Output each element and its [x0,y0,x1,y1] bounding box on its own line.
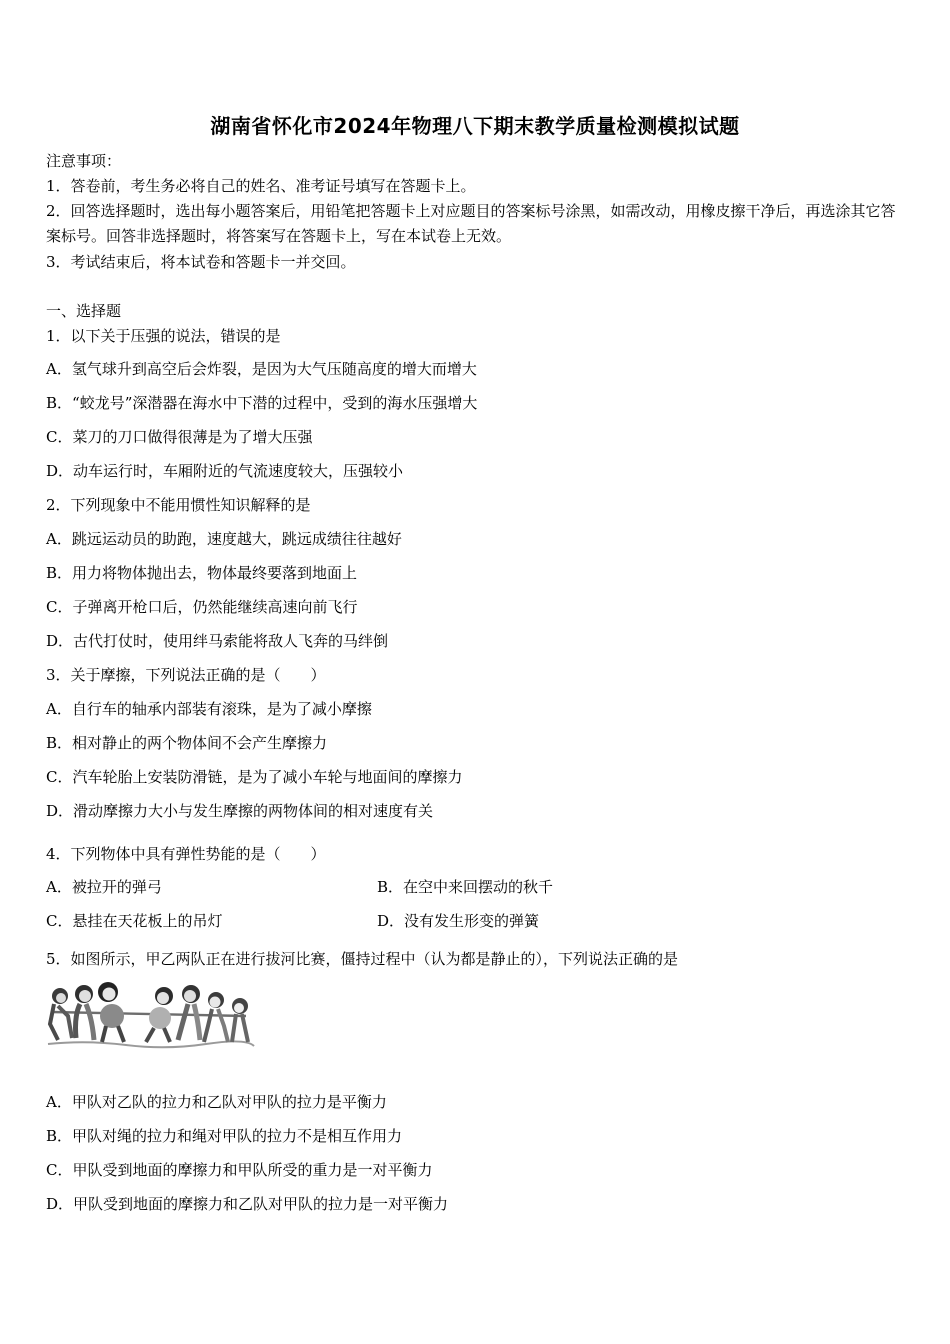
notice-item-2: 2．回答选择题时，选出每小题答案后，用铅笔把答题卡上对应题目的答案标号涂黑，如需改动，用橡皮擦干净后，再选涂其它答案标号。回答非选择题时，将答案写在答题卡上，写在本试卷上无效。 [46,202,896,245]
question-3-stem: 3．关于摩擦，下列说法正确的是（ ） [46,666,326,684]
question-1-option-a: A．氢气球升到高空后会炸裂，是因为大气压随高度的增大而增大 [46,360,477,378]
question-5-option-b: B．甲队对绳的拉力和绳对甲队的拉力不是相互作用力 [46,1127,403,1145]
question-3-option-c: C．汽车轮胎上安装防滑链，是为了减小车轮与地面间的摩擦力 [46,768,463,786]
question-1-option-b: B．“蛟龙号”深潜器在海水中下潜的过程中，受到的海水压强增大 [46,394,478,412]
question-2-option-b: B．用力将物体抛出去，物体最终要落到地面上 [46,564,358,582]
question-3-option-d: D．滑动摩擦力大小与发生摩擦的两物体间的相对速度有关 [46,802,434,820]
question-4-option-a: A．被拉开的弹弓 [46,878,162,896]
question-5-option-d: D．甲队受到地面的摩擦力和乙队对甲队的拉力是一对平衡力 [46,1195,449,1213]
question-4-stem: 4．下列物体中具有弹性势能的是（ ） [46,845,326,863]
document-title: 湖南省怀化市2024年物理八下期末教学质量检测模拟试题 [210,114,740,138]
notice-item-1: 1．答卷前，考生务必将自己的姓名、准考证号填写在答题卡上。 [46,177,476,195]
question-5-option-c: C．甲队受到地面的摩擦力和甲队所受的重力是一对平衡力 [46,1161,433,1179]
notice-heading: 注意事项： [46,152,122,170]
question-4-option-b: B．在空中来回摆动的秋千 [377,878,554,896]
question-2-option-d: D．古代打仗时，使用绊马索能将敌人飞奔的马绊倒 [46,632,389,650]
question-3-option-b: B．相对静止的两个物体间不会产生摩擦力 [46,734,328,752]
question-5-stem: 5．如图所示，甲乙两队正在进行拔河比赛，僵持过程中（认为都是静止的），下列说法正确的是 [46,950,679,968]
tug-of-war-illustration [46,982,256,1054]
question-3-option-a: A．自行车的轴承内部装有滚珠，是为了减小摩擦 [46,700,372,718]
question-4-option-c: C．悬挂在天花板上的吊灯 [46,912,223,930]
question-1-option-c: C．菜刀的刀口做得很薄是为了增大压强 [46,428,313,446]
question-1-stem: 1．以下关于压强的说法，错误的是 [46,327,281,345]
question-1-option-d: D．动车运行时，车厢附近的气流速度较大，压强较小 [46,462,404,480]
notice-item-3: 3．考试结束后，将本试卷和答题卡一并交回。 [46,253,356,271]
question-2-stem: 2．下列现象中不能用惯性知识解释的是 [46,496,311,514]
section-heading: 一、选择题 [46,302,122,320]
question-2-option-c: C．子弹离开枪口后，仍然能继续高速向前飞行 [46,598,358,616]
question-5-option-a: A．甲队对乙队的拉力和乙队对甲队的拉力是平衡力 [46,1093,387,1111]
question-2-option-a: A．跳远运动员的助跑，速度越大，跳远成绩往往越好 [46,530,402,548]
question-4-option-d: D．没有发生形变的弹簧 [377,912,540,930]
